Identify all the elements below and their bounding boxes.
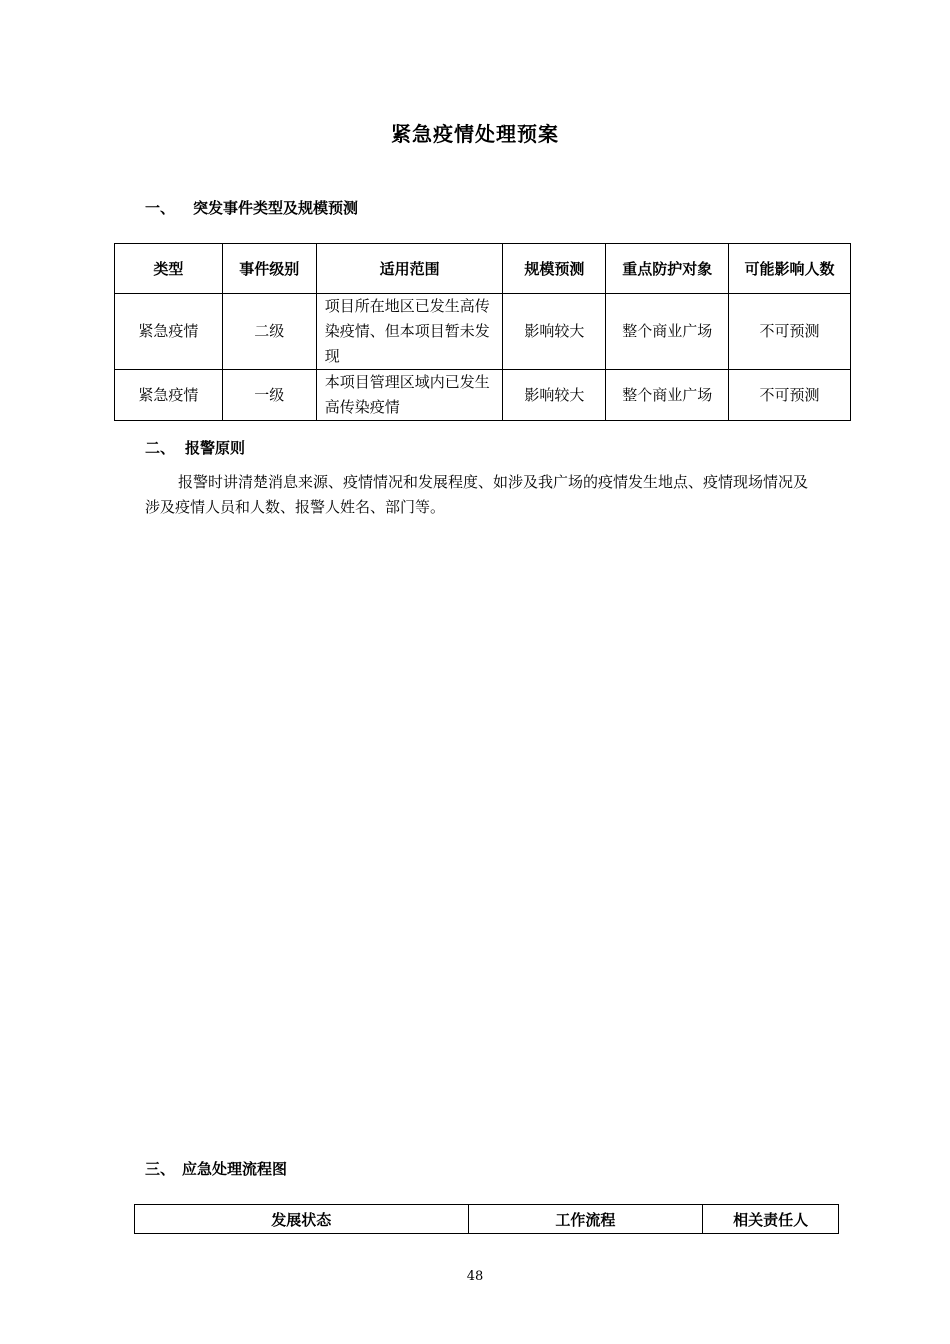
- table-header-row: [135, 1205, 839, 1234]
- section-number: 一、: [145, 199, 176, 217]
- table-header-cell: 适用范围: [316, 244, 503, 294]
- table-row: [115, 294, 851, 370]
- table-header-cell: 重点防护对象: [606, 244, 729, 294]
- table-cell: 紧急疫情: [115, 294, 223, 370]
- table-header-cell: 事件级别: [222, 244, 316, 294]
- table-cell: 整个商业广场: [606, 370, 729, 421]
- table-header-cell: 发展状态: [135, 1205, 469, 1234]
- table-cell: 一级: [222, 370, 316, 421]
- table-header-row: [115, 244, 851, 294]
- table-cell: 不可预测: [729, 370, 851, 421]
- table-cell: 二级: [222, 294, 316, 370]
- section-number: 二、: [145, 439, 176, 457]
- table-cell: 本项目管理区域内已发生高传染疫情: [316, 370, 503, 421]
- table-cell: 影响较大: [503, 370, 606, 421]
- section-title: 突发事件类型及规模预测: [193, 199, 359, 217]
- table-cell: 整个商业广场: [606, 294, 729, 370]
- table-header-cell: 规模预测: [503, 244, 606, 294]
- section-heading-2: [145, 437, 245, 458]
- event-type-table: [114, 243, 851, 421]
- table-cell: 影响较大: [503, 294, 606, 370]
- table-header-cell: 类型: [115, 244, 223, 294]
- table-cell: 不可预测: [729, 294, 851, 370]
- page-number: 48: [466, 1269, 484, 1284]
- section-heading-1: [145, 197, 358, 218]
- table-header-cell: 工作流程: [468, 1205, 703, 1234]
- table-row: [115, 370, 851, 421]
- table-cell: 紧急疫情: [115, 370, 223, 421]
- section-title: 应急处理流程图: [182, 1160, 288, 1178]
- section-heading-3: [145, 1158, 287, 1179]
- flowchart-table: [134, 1204, 839, 1234]
- table-header-cell: 可能影响人数: [729, 244, 851, 294]
- section-number: 三、: [145, 1160, 176, 1178]
- page-title: 紧急疫情处理预案: [391, 122, 559, 146]
- table-header-cell: 相关责任人: [703, 1205, 839, 1234]
- reporting-paragraph: 报警时讲清楚消息来源、疫情情况和发展程度、如涉及我广场的疫情发生地点、疫情现场情况及涉及疫情人员和人数、报警人姓名、部门等。: [145, 473, 809, 516]
- table-cell: 项目所在地区已发生高传染疫情、但本项目暂未发现: [316, 294, 503, 370]
- section-title: 报警原则: [185, 439, 246, 457]
